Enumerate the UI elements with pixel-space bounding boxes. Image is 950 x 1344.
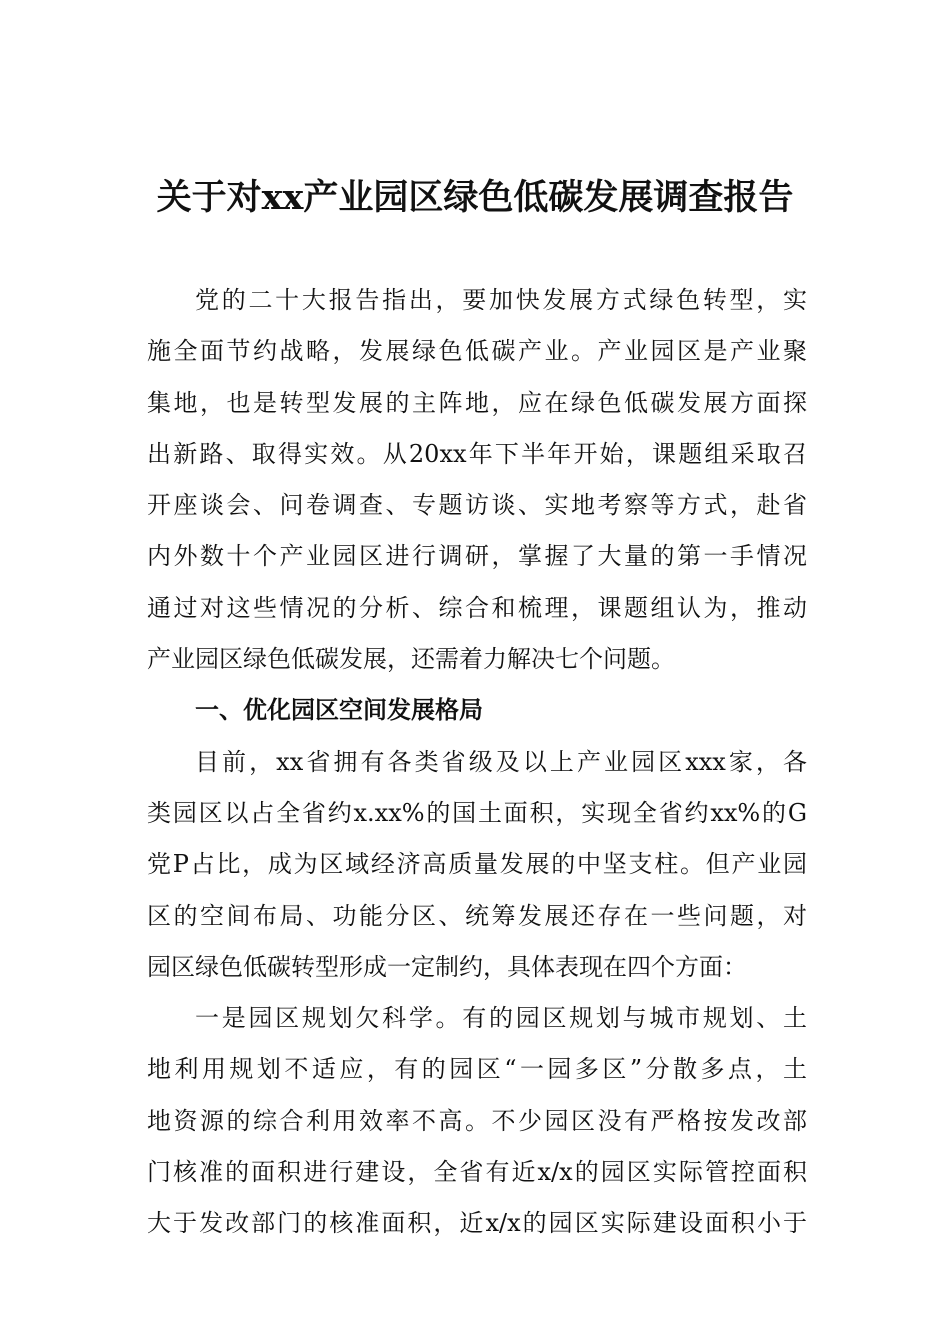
paragraph-line: 大于发改部门的核准面积，近x/x的园区实际建设面积小于 [147,1209,807,1238]
paragraph-line: 一是园区规划欠科学。有的园区规划与城市规划、土 [195,1004,807,1033]
document-body [147,275,807,1250]
paragraph-intro [147,275,807,685]
section-heading: 一、优化园区空间发展格局 [195,696,483,725]
paragraph-line: 党P占比，成为区域经济高质量发展的中坚支柱。但产业园 [147,850,807,879]
document-title: 关于对xx产业园区绿色低碳发展调查报告 [156,177,794,218]
paragraph-planning [147,993,807,1249]
paragraph-line: 施全面节约战略，发展绿色低碳产业。产业园区是产业聚 [147,337,807,366]
paragraph-line: 目前，xx省拥有各类省级及以上产业园区xxx家，各 [195,747,807,776]
paragraph-line: 园区绿色低碳转型形成一定制约，具体表现在四个方面： [147,952,747,981]
paragraph-overview [147,737,807,993]
paragraph-line: 产业园区绿色低碳发展，还需着力解决七个问题。 [147,645,675,674]
paragraph-line: 地利用规划不适应，有的园区“一园多区”分散多点，土 [147,1055,807,1084]
paragraph-line: 开座谈会、问卷调查、专题访谈、实地考察等方式，赴省 [147,491,807,520]
paragraph-line: 地资源的综合利用效率不高。不少园区没有严格按发改部 [147,1106,807,1135]
paragraph-line: 门核准的面积进行建设，全省有近x/x的园区实际管控面积 [147,1158,807,1187]
paragraph-line: 出新路、取得实效。从20xx年下半年开始，课题组采取召 [147,439,807,468]
paragraph-line: 区的空间布局、功能分区、统筹发展还存在一些问题，对 [147,901,807,930]
paragraph-line: 内外数十个产业园区进行调研，掌握了大量的第一手情况 [147,542,807,571]
paragraph-line: 集地，也是转型发展的主阵地，应在绿色低碳发展方面探 [147,388,807,417]
paragraph-line: 党的二十大报告指出，要加快发展方式绿色转型，实 [195,286,807,314]
paragraph-line: 通过对这些情况的分析、综合和梳理，课题组认为，推动 [147,593,807,622]
paragraph-line: 类园区以占全省约x.xx%的国土面积，实现全省约xx%的G [147,798,807,827]
